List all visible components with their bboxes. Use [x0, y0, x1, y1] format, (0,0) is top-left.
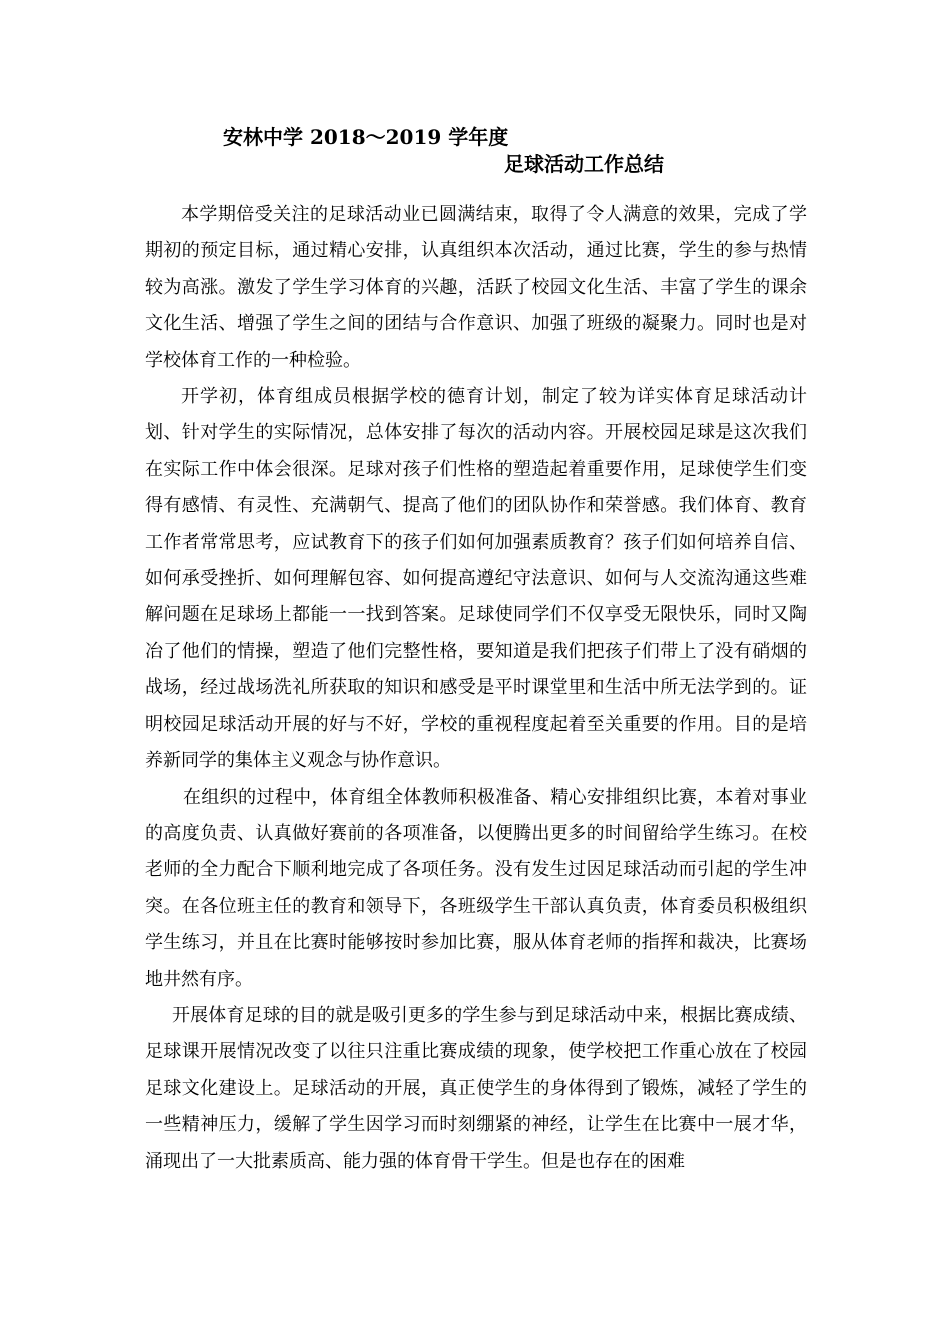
paragraph-3: 在组织的过程中，体育组全体教师积极准备、精心安排组织比赛，本着对事业的高度负责、认真做好赛前的各项准备，以便腾出更多的时间留给学生练习。在校老师的全力配合下顺利地完成了各项任务。没有发生过因足球活动而引起的学生冲突。在各位班主任的教育和领导下，各班级学生干部认真负责，体育委员积极组织学生练习，并且在比赛时能够按时参加比赛，服从体育老师的指挥和裁决，比赛场地井然有序。 — [145, 786, 807, 990]
paragraph-2: 开学初，体育组成员根据学校的德育计划，制定了较为详实体育足球活动计划、针对学生的实际情况，总体安排了每次的活动内容。开展校园足球是这次我们在实际工作中体会很深。足球对孩子们性格的塑造起着重要作用，足球使学生们变得有感情、有灵性、充满朝气、提高了他们的团队协作和荣誉感。我们体育、教育工作者常常思考，应试教育下的孩子们如何加强素质教育？孩子们如何培养自信、如何承受挫折、如何理解包容、如何提高遵纪守法意识、如何与人交流沟通这些难解问题在足球场上都能一一找到答案。足球使同学们不仅享受无限快乐，同时又陶冶了他们的情操，塑造了他们完整性格，要知道是我们把孩子们带上了没有硝烟的战场，经过战场洗礼所获取的知识和感受是平时课堂里和生活中所无法学到的。证明校园足球活动开展的好与不好，学校的重视程度起着至关重要的作用。目的是培养新同学的集体主义观念与协作意识。 — [145, 386, 807, 772]
document-title-line-2: 足球活动工作总结 — [504, 152, 664, 176]
paragraph-4: 开展体育足球的目的就是吸引更多的学生参与到足球活动中来，根据比赛成绩、足球课开展情况改变了以往只注重比赛成绩的现象，使学校把工作重心放在了校园足球文化建设上。足球活动的开展，真正使学生的身体得到了锻炼，减轻了学生的一些精神压力，缓解了学生因学习而时刻绷紧的神经，让学生在比赛中一展才华，涌现出了一大批素质高、能力强的体育骨干学生。但是也存在的困难 — [145, 1004, 807, 1172]
paragraph-1: 本学期倍受关注的足球活动业已圆满结束，取得了令人满意的效果，完成了学期初的预定目标，通过精心安排，认真组织本次活动，通过比赛，学生的参与热情较为高涨。激发了学生学习体育的兴趣，活跃了校园文化生活、丰富了学生的课余文化生活、增强了学生之间的团结与合作意识、加强了班级的凝聚力。同时也是对学校体育工作的一种检验。 — [145, 204, 807, 371]
document-title-line-1: 安林中学 2018～2019 学年度 — [223, 125, 509, 149]
document-body — [145, 197, 807, 1180]
